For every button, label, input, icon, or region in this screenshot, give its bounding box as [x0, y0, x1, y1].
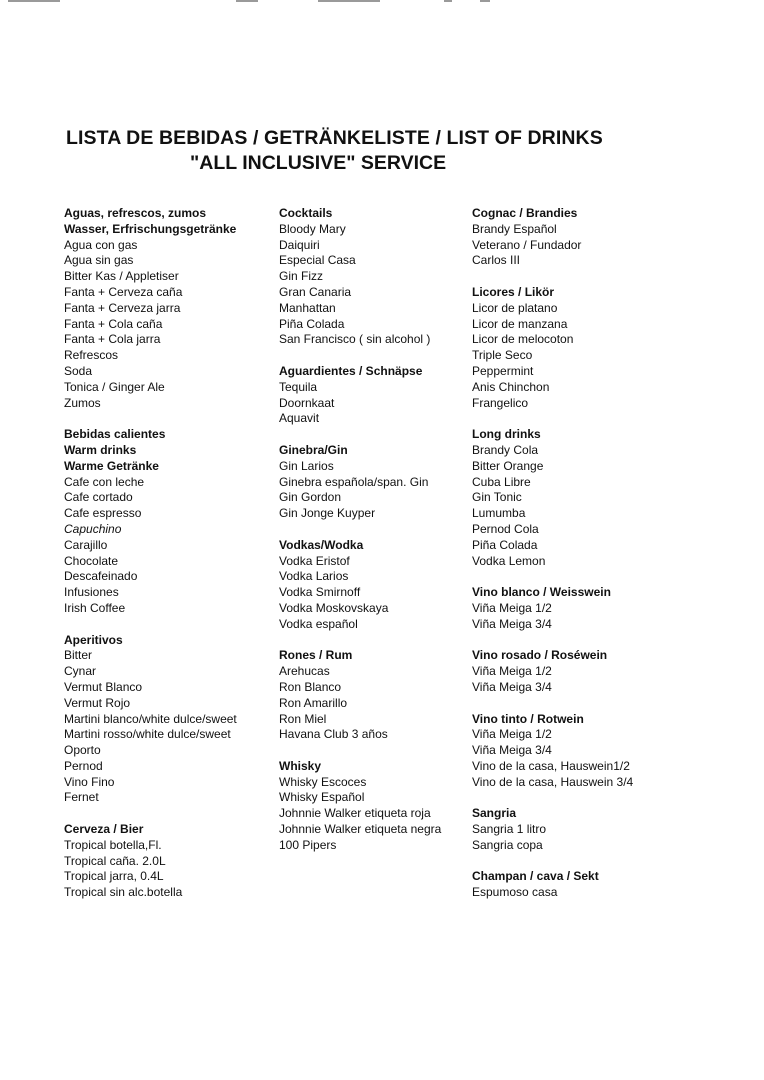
- drink-item: Sangria 1 litro: [472, 822, 547, 837]
- drink-item: Aquavit: [279, 411, 320, 426]
- drink-item: Whisky Español: [279, 790, 365, 805]
- drink-item: Soda: [64, 363, 93, 378]
- drink-item: Fanta + Cola caña: [64, 316, 163, 331]
- section-heading: Vino rosado / Roséwein: [472, 648, 608, 663]
- drink-item: Tropical sin alc.botella: [64, 885, 183, 900]
- drink-item: Gin Gordon: [279, 490, 342, 505]
- section-licores: [472, 285, 662, 411]
- drink-item: Especial Casa: [279, 253, 356, 268]
- section-heading: Champan / cava / Sekt: [472, 869, 599, 884]
- drink-item: Gin Fizz: [279, 269, 324, 284]
- drink-item: Manhattan: [279, 300, 336, 315]
- section-long-drinks: [472, 427, 662, 569]
- section-heading: Vino tinto / Rotwein: [472, 711, 584, 726]
- drink-item: 100 Pipers: [279, 837, 337, 852]
- section-sangria: [472, 806, 662, 853]
- section-heading: Long drinks: [472, 427, 541, 442]
- drink-item: San Francisco ( sin alcohol ): [279, 332, 431, 347]
- drink-item: Vermut Blanco: [64, 679, 143, 694]
- drink-item: Gin Larios: [279, 458, 334, 473]
- drinks-column-2: [279, 206, 469, 869]
- drink-item: Ron Amarillo: [279, 695, 348, 710]
- drink-item: Cuba Libre: [472, 474, 531, 489]
- section-bebidas-calientes: [64, 427, 274, 617]
- drink-item: Descafeinado: [64, 569, 138, 584]
- drink-item: Licor de manzana: [472, 316, 568, 331]
- drink-item: Bloody Mary: [279, 221, 346, 236]
- drink-item: Licor de platano: [472, 300, 558, 315]
- drink-item: Daiquiri: [279, 237, 320, 252]
- drink-item: Vino Fino: [64, 774, 115, 789]
- drink-item: Vodka Lemon: [472, 553, 546, 568]
- drink-item: Vermut Rojo: [64, 695, 131, 710]
- drink-item: Cynar: [64, 664, 97, 679]
- section-vino-blanco: [472, 585, 662, 632]
- drink-item: Pernod: [64, 758, 103, 773]
- drink-item: Licor de melocoton: [472, 332, 574, 347]
- drink-item: Capuchino: [64, 521, 122, 536]
- drink-item: Tequila: [279, 379, 318, 394]
- drink-item: Agua sin gas: [64, 253, 134, 268]
- drink-item: Carlos III: [472, 253, 521, 268]
- section-whisky: [279, 759, 469, 854]
- section-heading: Sangria: [472, 806, 517, 821]
- drink-item: Fanta + Cerveza caña: [64, 284, 183, 299]
- drink-item: Martini rosso/white dulce/sweet: [64, 727, 231, 742]
- section-cerveza: [64, 822, 274, 901]
- section-vodkas: [279, 538, 469, 633]
- scan-artifacts: [0, 0, 764, 6]
- drink-item: Arehucas: [279, 664, 330, 679]
- drink-item: Sangria copa: [472, 837, 543, 852]
- section-heading: Vodkas/Wodka: [279, 537, 364, 552]
- drink-item: Vino de la casa, Hauswein 3/4: [472, 774, 634, 789]
- drink-item: Piña Colada: [279, 316, 345, 331]
- drink-item: Ron Miel: [279, 711, 327, 726]
- section-aperitivos: [64, 633, 274, 807]
- drink-item: Bitter Orange: [472, 458, 544, 473]
- drink-item: Fernet: [64, 790, 99, 805]
- section-heading: Bebidas calientes: [64, 427, 166, 442]
- drink-item: Martini blanco/white dulce/sweet: [64, 711, 237, 726]
- page-title: LISTA DE BEBIDAS / GETRÄNKELISTE / LIST OF DRINKS: [66, 127, 603, 149]
- drink-item: Zumos: [64, 395, 101, 410]
- section-heading: Wasser, Erfrischungsgetränke: [64, 221, 237, 236]
- drinks-column-1: [64, 206, 274, 917]
- drink-item: Viña Meiga 1/2: [472, 600, 552, 615]
- drink-item: Viña Meiga 1/2: [472, 664, 552, 679]
- section-heading: Cocktails: [279, 206, 333, 220]
- page-subtitle: "ALL INCLUSIVE" SERVICE: [190, 152, 447, 174]
- drink-item: Viña Meiga 3/4: [472, 679, 552, 694]
- drink-item: Whisky Escoces: [279, 774, 367, 789]
- section-heading: Vino blanco / Weisswein: [472, 585, 611, 600]
- drink-item: Brandy Español: [472, 221, 557, 236]
- section-heading: Licores / Likör: [472, 284, 555, 299]
- drink-item: Vodka español: [279, 616, 358, 631]
- drink-item: Bitter Kas / Appletiser: [64, 269, 179, 284]
- drink-item: Doornkaat: [279, 395, 335, 410]
- drink-item: Tropical caña. 2.0L: [64, 853, 166, 868]
- drinks-column-3: [472, 206, 662, 917]
- drink-item: Havana Club 3 años: [279, 727, 388, 742]
- section-heading: Rones / Rum: [279, 648, 353, 663]
- drink-item: Vodka Larios: [279, 569, 349, 584]
- drink-item: Gran Canaria: [279, 284, 352, 299]
- drink-item: Frangelico: [472, 395, 529, 410]
- drink-item: Viña Meiga 1/2: [472, 727, 552, 742]
- drink-item: Agua con gas: [64, 237, 138, 252]
- drink-item: Vino de la casa, Hauswein1/2: [472, 758, 630, 773]
- drink-item: Peppermint: [472, 363, 534, 378]
- section-cocktails: [279, 206, 469, 348]
- drink-item: Johnnie Walker etiqueta roja: [279, 806, 431, 821]
- drink-item: Lumumba: [472, 506, 526, 521]
- drink-item: Cafe espresso: [64, 506, 142, 521]
- drink-item: Fanta + Cola jarra: [64, 332, 161, 347]
- drink-item: Vodka Smirnoff: [279, 585, 361, 600]
- drink-item: Bitter: [64, 648, 93, 663]
- section-aguas-refrescos: [64, 206, 274, 411]
- drink-item: Carajillo: [64, 537, 108, 552]
- drink-item: Cafe cortado: [64, 490, 133, 505]
- drink-item: Pernod Cola: [472, 521, 539, 536]
- section-heading: Warme Getränke: [64, 458, 159, 473]
- drink-item: Espumoso casa: [472, 885, 558, 900]
- drink-item: Johnnie Walker etiqueta negra: [279, 822, 442, 837]
- drink-item: Veterano / Fundador: [472, 237, 582, 252]
- section-heading: Cerveza / Bier: [64, 822, 144, 837]
- section-aguardientes: [279, 364, 469, 427]
- drink-item: Cafe con leche: [64, 474, 145, 489]
- drink-item: Piña Colada: [472, 537, 538, 552]
- drink-item: Viña Meiga 3/4: [472, 743, 552, 758]
- drink-item: Triple Seco: [472, 348, 533, 363]
- drink-item: Viña Meiga 3/4: [472, 616, 552, 631]
- section-heading: Whisky: [279, 758, 322, 773]
- section-cognac: [472, 206, 662, 269]
- section-heading: Ginebra/Gin: [279, 442, 348, 457]
- section-heading: Cognac / Brandies: [472, 206, 578, 220]
- section-vino-rosado: [472, 648, 662, 695]
- drink-item: Chocolate: [64, 553, 119, 568]
- drink-item: Gin Tonic: [472, 490, 522, 505]
- section-champan: [472, 869, 662, 901]
- drink-item: Irish Coffee: [64, 600, 126, 615]
- drink-item: Vodka Eristof: [279, 553, 350, 568]
- drink-item: Fanta + Cerveza jarra: [64, 300, 181, 315]
- drink-item: Anis Chinchon: [472, 379, 550, 394]
- section-vino-tinto: [472, 712, 662, 791]
- drink-item: Refrescos: [64, 348, 119, 363]
- drink-item: Infusiones: [64, 585, 119, 600]
- drink-item: Brandy Cola: [472, 442, 539, 457]
- section-heading: Aguardientes / Schnäpse: [279, 363, 423, 378]
- section-heading: Aperitivos: [64, 632, 123, 647]
- section-heading: Warm drinks: [64, 442, 137, 457]
- section-ginebra: [279, 443, 469, 522]
- section-heading: Aguas, refrescos, zumos: [64, 206, 207, 220]
- section-rones: [279, 648, 469, 743]
- drink-item: Vodka Moskovskaya: [279, 600, 389, 615]
- drink-item: Ginebra española/span. Gin: [279, 474, 429, 489]
- drink-item: Oporto: [64, 743, 101, 758]
- drink-item: Ron Blanco: [279, 679, 342, 694]
- drink-item: Tropical jarra, 0.4L: [64, 869, 164, 884]
- drink-item: Gin Jonge Kuyper: [279, 506, 376, 521]
- drink-item: Tropical botella,Fl.: [64, 837, 162, 852]
- drink-item: Tonica / Ginger Ale: [64, 379, 165, 394]
